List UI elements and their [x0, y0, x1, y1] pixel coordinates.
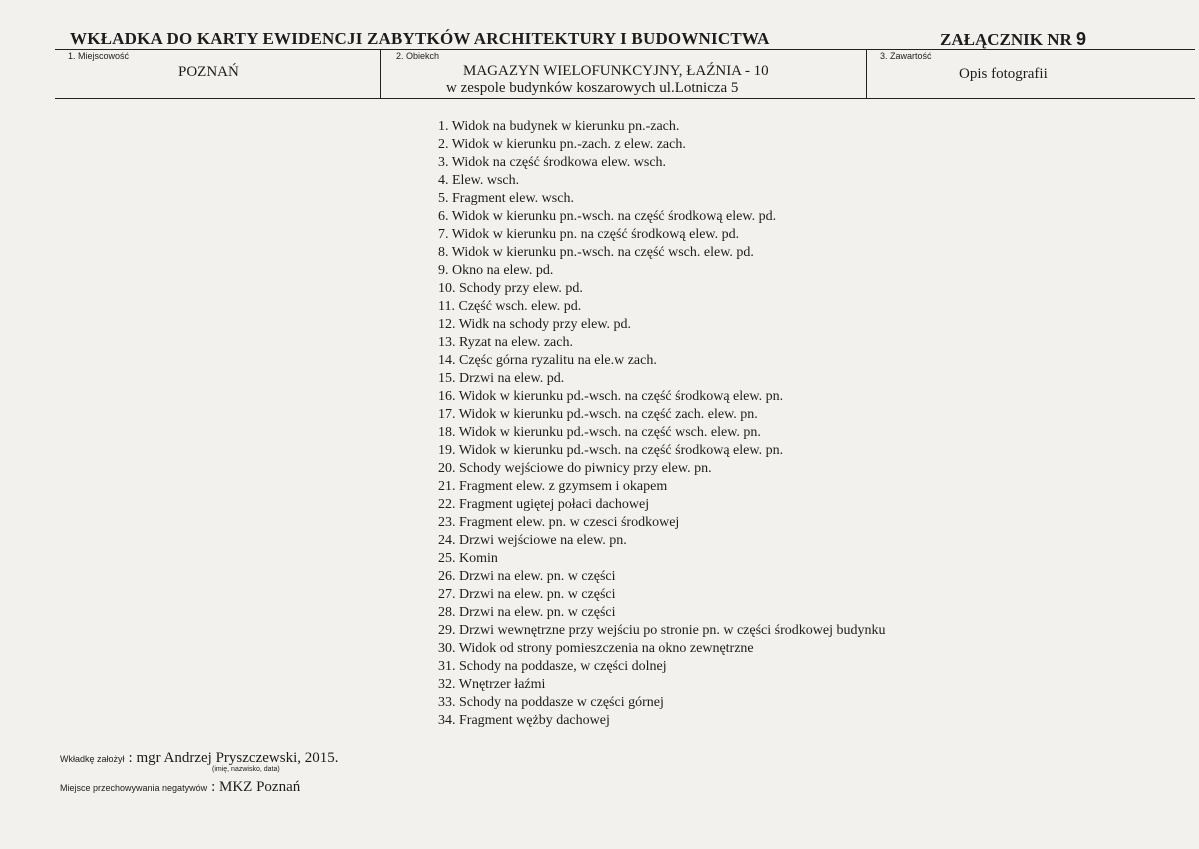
header-divider-1 [380, 49, 381, 99]
header-top-rule [55, 49, 1195, 50]
annex-label [940, 29, 1086, 50]
content-label: 3. Zawartość [880, 51, 932, 61]
photo-description-list [438, 118, 886, 730]
list-item: 4. Elew. wsch. [438, 173, 520, 188]
list-item: 2. Widok w kierunku pn.-zach. z elew. zach. [438, 137, 686, 152]
list-item: 31. Schody na poddasze, w części dolnej [438, 659, 667, 674]
list-item: 21. Fragment elew. z gzymsem i okapem [438, 479, 668, 494]
author-line [60, 749, 339, 767]
list-item: 5. Fragment elew. wsch. [438, 191, 574, 206]
list-item: 28. Drzwi na elew. pn. w części [438, 605, 616, 620]
storage-line [60, 778, 300, 796]
object-label: 2. Obiekch [396, 51, 440, 61]
content-value: Opis fotografii [959, 66, 1048, 82]
list-item: 13. Ryzat na elew. zach. [438, 335, 573, 350]
list-item: 7. Widok w kierunku pn. na część środkową elew. pd. [438, 227, 740, 242]
document-title: WKŁADKA DO KARTY EWIDENCJI ZABYTKÓW ARCHITEKTURY I BUDOWNICTWA [70, 29, 770, 48]
list-item: 27. Drzwi na elew. pn. w części [438, 587, 616, 602]
locality-label: 1. Miejscowość [68, 51, 130, 61]
list-item: 11. Część wsch. elew. pd. [438, 299, 582, 314]
list-item: 14. Częśc górna ryzalitu na ele.w zach. [438, 353, 657, 368]
list-item: 34. Fragment wężby dachowej [438, 713, 610, 728]
list-item: 9. Okno na elew. pd. [438, 263, 554, 278]
author-hint: (imię, nazwisko, data) [212, 766, 280, 773]
locality-value: POZNAŃ [178, 64, 239, 80]
list-item: 17. Widok w kierunku pd.-wsch. na część zach. elew. pn. [438, 407, 758, 422]
list-item: 32. Wnętrzer łaźmi [438, 677, 546, 692]
object-value-line2: w zespole budynków koszarowych ul.Lotnicza 5 [446, 80, 739, 96]
author-value: : mgr Andrzej Pryszczewski, 2015. [128, 750, 339, 766]
list-item: 20. Schody wejściowe do piwnicy przy elew. pn. [438, 461, 712, 476]
list-item: 12. Widk na schody przy elew. pd. [438, 317, 632, 332]
list-item: 16. Widok w kierunku pd.-wsch. na część środkową elew. pn. [438, 389, 784, 404]
list-item: 19. Widok w kierunku pd.-wsch. na część środkową elew. pn. [438, 443, 784, 458]
list-item: 33. Schody na poddasze w części górnej [438, 695, 664, 710]
annex-number: 9 [1076, 29, 1087, 49]
list-item: 8. Widok w kierunku pn.-wsch. na część wsch. elew. pd. [438, 245, 754, 260]
storage-value: : MKZ Poznań [211, 779, 301, 795]
list-item: 6. Widok w kierunku pn.-wsch. na część środkową elew. pd. [438, 209, 777, 224]
list-item: 25. Komin [438, 551, 498, 566]
list-item: 26. Drzwi na elew. pn. w części [438, 569, 616, 584]
list-item: 10. Schody przy elew. pd. [438, 281, 583, 296]
object-value-line1: MAGAZYN WIELOFUNKCYJNY, ŁAŹNIA - 10 [463, 63, 769, 79]
list-item: 15. Drzwi na elew. pd. [438, 371, 565, 386]
list-item: 3. Widok na część środkowa elew. wsch. [438, 155, 667, 170]
header-divider-2 [866, 49, 867, 99]
header-bottom-rule [55, 98, 1195, 99]
list-item: 18. Widok w kierunku pd.-wsch. na część wsch. elew. pn. [438, 425, 761, 440]
list-item: 1. Widok na budynek w kierunku pn.-zach. [438, 119, 680, 134]
storage-label: Miejsce przechowywania negatywów [60, 783, 208, 793]
list-item: 22. Fragment ugiętej połaci dachowej [438, 497, 650, 512]
author-label: Wkładkę założył [60, 754, 125, 764]
list-item: 23. Fragment elew. pn. w czesci środkowej [438, 515, 680, 530]
list-item: 24. Drzwi wejściowe na elew. pn. [438, 533, 627, 548]
list-item: 30. Widok od strony pomieszczenia na okno zewnętrzne [438, 641, 754, 656]
list-item: 29. Drzwi wewnętrzne przy wejściu po stronie pn. w części środkowej budynku [438, 623, 886, 638]
annex-prefix: ZAŁĄCZNIK NR [940, 30, 1072, 49]
